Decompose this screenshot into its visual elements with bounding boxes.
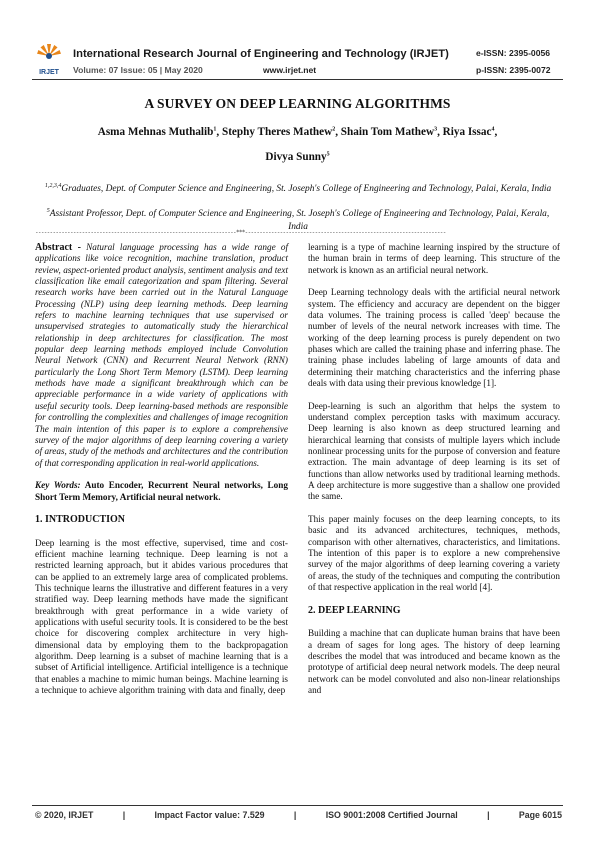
author-separator: , xyxy=(437,126,443,138)
abstract-text: Natural language processing has a wide range of applications like voice recognition, machine translation, product review, aspect-oriented product analysis, sentiment analysis and text classification like email categorization and spam filtering. Several research works have been carried out in the Natural Language Processing (NLP) using deep learning methods. Deep learning refers to machine learning techniques that use supervised or unsupervised strategies to automatically study the hierarchical relationship in deep architectures for classification. The most popular deep learning methods employed include Convolution Neural Network (CNN) and Recurrent Neural Network (RNN) particularly the Long Short Term Memory (LSTM). Deep learning methods have made a significant breakthrough which can be appreciable performance in a wide variety of applications with useful security tools. Deep learning-based methods are responsible for controlling the complexities and challenges of image recognition The main intention of this paper is to explore a comprehensive survey of the major algorithms of deep learning covering a variety of areas, study of the methods and architectures and the contribution of that corresponding application in real-world applications. xyxy=(35,242,288,468)
author-separator: , xyxy=(494,126,498,138)
keywords xyxy=(35,480,288,503)
author-name: Shain Tom Mathew xyxy=(340,126,435,138)
keywords-label: Key Words: xyxy=(35,480,81,491)
paper-title: A SURVEY ON DEEP LEARNING ALGORITHMS xyxy=(144,96,451,111)
body-paragraph: Deep-learning is such an algorithm that helps the system to understand complex perception tasks with maximum accuracy. Deep learning is also known as deep structured learning and hierarchical learning that consists of multiple layers which include nonlinear processing units for the purpose of conversion and feature extraction. The main advantage of deep learning is its set of functions than allow networks used by traditional learning methods. A deep architecture is more suggestive than a shallow one provided the same. xyxy=(308,400,560,502)
author-affiliation-marker: 2 xyxy=(332,126,336,133)
affiliation-marker: 5 xyxy=(46,208,50,214)
footer-separator: | xyxy=(487,810,490,820)
e-issn: e-ISSN: 2395-0056 xyxy=(476,48,551,58)
body-paragraph: Deep learning is the most effective, supervised, time and cost-efficient machine learning technique. Deep learning is not a restricted learning approach, but it abides various procedures that can be applied to an extremely large area of complicated problems. This technique learns the illustrative and different features in a very stratified way. Deep learning methods have made the significant breakthrough with great performance in a wide variety of applications with useful security tools. It is considered to be the best choice for discovering complex architecture in very high-dimensional data by employing them to the backpropagation algorithm. Deep learning is a subset of machine learning that is a subset of Artificial intelligence. Artificial intelligence is a technique that enables a machine to mimic human beings. Machine learning is a technique to achieve algorithm training with data and finally, deep xyxy=(35,537,288,695)
author-affiliation-marker: 5 xyxy=(326,151,330,158)
abstract-label: Abstract - xyxy=(35,242,81,253)
author-name: Divya Sunny xyxy=(265,151,327,163)
irjet-logo-icon xyxy=(34,42,64,76)
author-separator: , xyxy=(335,126,341,138)
section-separator: ---------------------------------------------------------------------***--------------------------------------------------------------------- xyxy=(35,229,446,236)
affiliation xyxy=(38,180,558,196)
journal-title: International Research Journal of Engineering and Technology (IRJET) xyxy=(73,48,449,60)
affiliation-text: Assistant Professor, Dept. of Computer Science and Engineering, St. Joseph's College of Engineering and Technology, Palai, Kerala, India xyxy=(49,209,550,232)
authors-line xyxy=(0,151,595,163)
author-separator: , xyxy=(216,126,222,138)
authors-line xyxy=(0,126,595,138)
logo-text: IRJET xyxy=(39,69,59,76)
section-heading: 1. INTRODUCTION xyxy=(35,514,126,526)
author-name: Stephy Theres Mathew xyxy=(221,126,333,138)
header-divider xyxy=(32,79,563,80)
body-paragraph: Building a machine that can duplicate human brains that have been a dream of sages for long ages. The history of deep learning describes the model that was introduced and became known as the prototype of artificial deep neural network models. The deep neural network can be model convoluted and also non-linear relationships and xyxy=(308,628,560,695)
footer-separator: | xyxy=(122,810,126,820)
journal-logo xyxy=(34,42,64,76)
footer-separator: | xyxy=(293,810,297,820)
body-paragraph: This paper mainly focuses on the deep learning concepts, to its basic and its advanced architectures, techniques, methods, comparison with other alternatives, characteristics, and limitations. The intention of this paper is to explore a new comprehensive survey of the major algorithms of deep learning covering a variety of areas, the study of the techniques and computing the contribution of that respective application in the real world [4]. xyxy=(308,514,560,593)
author-name: Riya Issac xyxy=(442,126,492,138)
p-issn: p-ISSN: 2395-0072 xyxy=(476,65,551,75)
section-heading: 2. DEEP LEARNING xyxy=(308,604,401,616)
volume-issue: Volume: 07 Issue: 05 | May 2020 xyxy=(73,65,203,75)
footer-copyright: © 2020, IRJET xyxy=(35,810,94,820)
footer-impact-factor: Impact Factor value: 7.529 xyxy=(154,810,265,820)
journal-website: www.irjet.net xyxy=(263,65,317,75)
author-affiliation-marker: 3 xyxy=(434,126,438,133)
abstract xyxy=(35,242,288,469)
affiliation-marker: 1,2,3,4 xyxy=(44,183,62,189)
right-column xyxy=(308,242,560,696)
affiliation-text: Graduates, Dept. of Computer Science and Engineering, St. Joseph's College of Engineering and Technology, Palai, Kerala, India xyxy=(61,184,552,195)
body-paragraph: learning is a type of machine learning inspired by the structure of the human brain in terms of deep learning. This structure of the network is known as an artificial neural network. xyxy=(308,242,560,275)
author-affiliation-marker: 1 xyxy=(213,126,217,133)
footer-divider xyxy=(32,805,563,806)
footer-iso: ISO 9001:2008 Certified Journal xyxy=(325,810,458,820)
left-column xyxy=(35,242,288,696)
page-footer xyxy=(35,810,562,820)
author-affiliation-marker: 4 xyxy=(491,126,495,133)
keywords-text: Auto Encoder, Recurrent Neural networks, Long Short Term Memory, Artificial neural network. xyxy=(35,480,288,502)
footer-page-number: Page 6015 xyxy=(518,810,562,820)
body-paragraph: Deep Learning technology deals with the artificial neural network system. The efficiency and accuracy are dependent on the bigger data volumes. The training process is called 'deep' because the number of levels of the neural network increases with time. The working of the deep learning process is purely dependent on two phases which are called the training phase and inferring phase. The training phase includes labeling of large amounts of data and determining their matching characteristics and the inferring phase deals with data using their previous knowledge [1]. xyxy=(308,287,560,389)
author-name: Asma Mehnas Muthalib xyxy=(97,126,214,138)
